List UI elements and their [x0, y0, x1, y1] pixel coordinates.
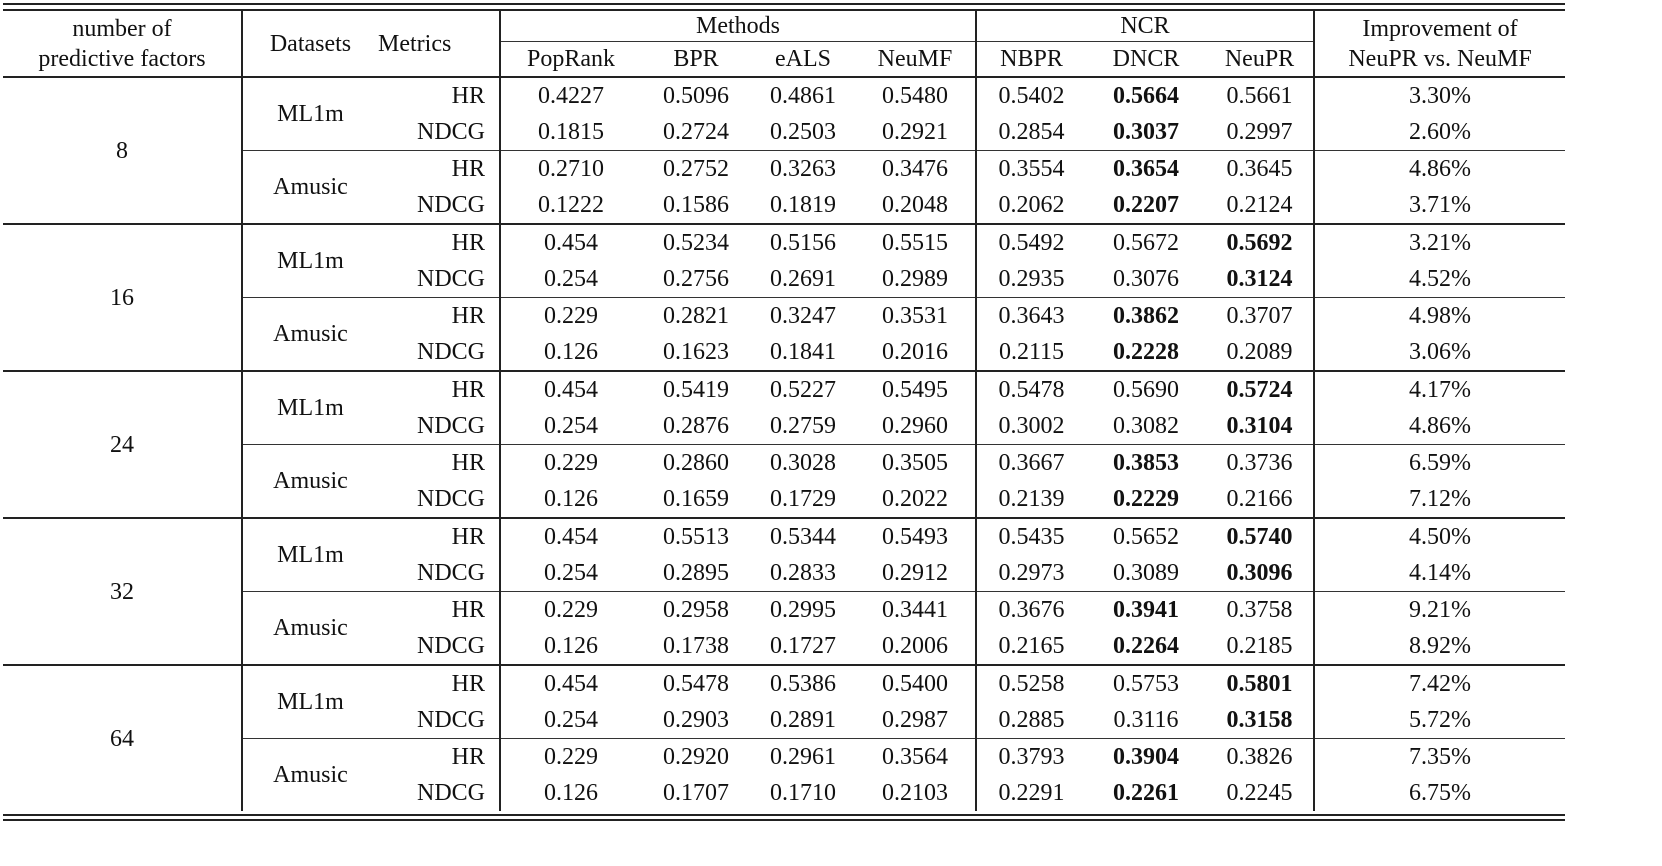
metrics-header: Metrics [378, 10, 500, 77]
value-cell: 0.126 [500, 334, 641, 371]
value-cell [1086, 298, 1206, 335]
metric-cell: HR [378, 371, 500, 408]
factor-cell: 32 [3, 518, 242, 665]
value-cell: 0.2006 [882, 633, 948, 659]
value-cell [1206, 665, 1314, 702]
metric-cell: NDCG [416, 707, 485, 733]
value-cell: 0.3082 [1113, 413, 1179, 439]
metric-cell: NDCG [416, 266, 485, 292]
value-cell: 0.1738 [663, 633, 729, 659]
value-cell [1206, 224, 1314, 261]
value-cell: 0.5753 [1086, 665, 1206, 702]
value-cell: 0.3736 [1206, 445, 1314, 482]
value-cell: 0.2903 [663, 707, 729, 733]
col-header-dncr: DNCR [1086, 42, 1206, 78]
value-cell: 0.1707 [663, 780, 729, 806]
value-cell: 0.5419 [641, 371, 751, 408]
value-cell [1206, 555, 1314, 592]
col-header-bpr: BPR [641, 42, 751, 78]
best-value: 0.5724 [1226, 377, 1293, 403]
value-cell: 0.3089 [1113, 560, 1179, 586]
dataset-cell: ML1m [242, 77, 378, 151]
best-value: 0.5801 [1226, 671, 1293, 697]
value-cell [1206, 408, 1314, 445]
metric-cell: HR [378, 518, 500, 555]
value-cell: 0.2291 [976, 775, 1086, 811]
metric-cell: HR [378, 77, 500, 114]
best-value: 0.3853 [1113, 450, 1179, 476]
improvement-cell: 4.98% [1314, 298, 1565, 335]
table-row [3, 665, 1565, 702]
results-body [3, 77, 1565, 811]
value-cell: 0.5478 [976, 371, 1086, 408]
col-header-neumf: NeuMF [855, 42, 976, 78]
value-cell: 0.2089 [1226, 339, 1293, 365]
value-cell: 0.2995 [751, 592, 855, 629]
value-cell: 0.2124 [1226, 192, 1293, 218]
value-cell: 0.2961 [751, 739, 855, 776]
value-cell: 0.5227 [751, 371, 855, 408]
metric-cell: NDCG [416, 780, 485, 806]
metric-cell: HR [378, 298, 500, 335]
improvement-cell: 4.86% [1314, 408, 1565, 445]
metric-cell: NDCG [416, 486, 485, 512]
improvement-cell: 3.21% [1314, 224, 1565, 261]
col-header-poprank: PopRank [500, 42, 641, 78]
value-cell: 0.2821 [641, 298, 751, 335]
value-cell: 0.1222 [500, 187, 641, 224]
value-cell: 0.2912 [882, 560, 948, 586]
value-cell: 0.3667 [976, 445, 1086, 482]
value-cell: 0.126 [500, 628, 641, 665]
col-header-neupr: NeuPR [1206, 42, 1314, 78]
improvement-cell: 3.06% [1314, 334, 1565, 371]
value-cell: 0.2103 [882, 780, 948, 806]
metric-cell: NDCG [416, 413, 485, 439]
value-cell: 0.3676 [976, 592, 1086, 629]
col-header-eals: eALS [751, 42, 855, 78]
value-cell: 0.3116 [1113, 707, 1179, 733]
value-cell: 0.5435 [976, 518, 1086, 555]
value-cell: 0.5690 [1086, 371, 1206, 408]
value-cell: 0.2997 [1226, 119, 1293, 145]
value-cell: 0.5492 [976, 224, 1086, 261]
value-cell: 0.2987 [882, 707, 948, 733]
value-cell: 0.5515 [855, 224, 976, 261]
ncr-group-header: NCR [976, 10, 1314, 42]
value-cell: 0.229 [500, 739, 641, 776]
datasets-header: Datasets [242, 10, 378, 77]
best-value: 0.3862 [1113, 303, 1179, 329]
value-cell [1086, 592, 1206, 629]
dataset-cell: Amusic [242, 151, 378, 225]
value-cell: 0.1819 [770, 192, 836, 218]
value-cell: 0.5156 [751, 224, 855, 261]
value-cell [1206, 261, 1314, 298]
factor-cell: 16 [3, 224, 242, 371]
dataset-cell: ML1m [242, 518, 378, 592]
value-cell: 0.5258 [976, 665, 1086, 702]
value-cell: 0.5344 [751, 518, 855, 555]
value-cell: 0.454 [500, 665, 641, 702]
value-cell: 0.229 [500, 298, 641, 335]
best-value: 0.2229 [1113, 486, 1179, 512]
dataset-cell: Amusic [242, 592, 378, 666]
value-cell: 0.2503 [770, 119, 836, 145]
value-cell: 0.3263 [751, 151, 855, 188]
value-cell [1086, 481, 1206, 518]
factor-cell: 64 [3, 665, 242, 811]
improvement-cell: 2.60% [1314, 114, 1565, 151]
value-cell: 0.3531 [855, 298, 976, 335]
value-cell: 0.5096 [641, 77, 751, 114]
best-value: 0.3037 [1113, 119, 1179, 145]
header-row-1 [3, 10, 1565, 42]
improvement-header-line2: NeuPR vs. NeuMF [1348, 45, 1532, 72]
value-cell: 0.5672 [1086, 224, 1206, 261]
metric-cell: NDCG [416, 633, 485, 659]
value-cell [1206, 371, 1314, 408]
value-cell: 0.229 [500, 592, 641, 629]
value-cell: 0.5400 [855, 665, 976, 702]
metric-cell: HR [378, 151, 500, 188]
value-cell: 0.1727 [770, 633, 836, 659]
value-cell: 0.2854 [976, 114, 1086, 151]
value-cell: 0.1710 [770, 780, 836, 806]
results-table-container [3, 3, 1565, 821]
best-value: 0.3941 [1113, 597, 1179, 623]
value-cell: 0.3826 [1206, 739, 1314, 776]
value-cell: 0.2891 [770, 707, 836, 733]
value-cell: 0.5493 [855, 518, 976, 555]
value-cell: 0.3643 [976, 298, 1086, 335]
value-cell: 0.2876 [663, 413, 729, 439]
dataset-cell: ML1m [242, 224, 378, 298]
best-value: 0.3904 [1113, 744, 1179, 770]
value-cell: 0.2016 [882, 339, 948, 365]
value-cell: 0.2139 [976, 481, 1086, 518]
value-cell: 0.2920 [641, 739, 751, 776]
value-cell: 0.254 [500, 702, 641, 739]
improvement-cell: 7.35% [1314, 739, 1565, 776]
best-value: 0.2228 [1113, 339, 1179, 365]
improvement-cell: 6.59% [1314, 445, 1565, 482]
improvement-cell: 4.17% [1314, 371, 1565, 408]
factor-cell: 8 [3, 77, 242, 224]
value-cell: 0.2973 [976, 555, 1086, 592]
metric-cell: HR [378, 445, 500, 482]
improvement-cell: 4.14% [1314, 555, 1565, 592]
methods-group-header: Methods [500, 10, 976, 42]
value-cell: 0.2115 [976, 334, 1086, 371]
value-cell: 0.229 [500, 445, 641, 482]
value-cell: 0.3076 [1113, 266, 1179, 292]
value-cell: 0.3793 [976, 739, 1086, 776]
value-cell: 0.5480 [855, 77, 976, 114]
table-row [3, 518, 1565, 555]
improvement-cell: 5.72% [1314, 702, 1565, 739]
metric-cell: HR [378, 665, 500, 702]
value-cell: 0.3645 [1206, 151, 1314, 188]
best-value: 0.3096 [1226, 560, 1293, 586]
value-cell: 0.2958 [641, 592, 751, 629]
value-cell: 0.2062 [976, 187, 1086, 224]
value-cell: 0.4861 [751, 77, 855, 114]
value-cell: 0.254 [500, 555, 641, 592]
value-cell: 0.2759 [770, 413, 836, 439]
best-value: 0.3158 [1226, 707, 1293, 733]
value-cell [1086, 77, 1206, 114]
value-cell: 0.2245 [1226, 780, 1293, 806]
improvement-cell: 7.42% [1314, 665, 1565, 702]
value-cell: 0.5513 [641, 518, 751, 555]
value-cell: 0.2860 [641, 445, 751, 482]
value-cell: 0.3554 [976, 151, 1086, 188]
value-cell: 0.1841 [770, 339, 836, 365]
value-cell: 0.1623 [663, 339, 729, 365]
value-cell: 0.1729 [770, 486, 836, 512]
best-value: 0.3104 [1226, 413, 1293, 439]
value-cell: 0.2752 [641, 151, 751, 188]
value-cell: 0.2935 [976, 261, 1086, 298]
value-cell: 0.5495 [855, 371, 976, 408]
col-header-nbpr: NBPR [976, 42, 1086, 78]
value-cell: 0.2710 [500, 151, 641, 188]
factors-header-line1: number of [72, 15, 172, 42]
dataset-cell: ML1m [242, 371, 378, 445]
value-cell: 0.254 [500, 408, 641, 445]
improvement-cell: 4.50% [1314, 518, 1565, 555]
value-cell: 0.3758 [1206, 592, 1314, 629]
metric-cell: HR [378, 592, 500, 629]
table-row [3, 371, 1565, 408]
dataset-cell: Amusic [242, 739, 378, 812]
value-cell: 0.3247 [751, 298, 855, 335]
value-cell [1086, 628, 1206, 665]
value-cell: 0.126 [500, 481, 641, 518]
best-value: 0.3124 [1226, 266, 1293, 292]
value-cell [1206, 518, 1314, 555]
value-cell: 0.2724 [663, 119, 729, 145]
value-cell [1086, 187, 1206, 224]
value-cell: 0.3564 [855, 739, 976, 776]
best-value: 0.5740 [1226, 524, 1293, 550]
value-cell: 0.2022 [882, 486, 948, 512]
metric-cell: NDCG [416, 119, 485, 145]
value-cell: 0.3002 [976, 408, 1086, 445]
metric-cell: HR [378, 224, 500, 261]
factor-cell: 24 [3, 371, 242, 518]
value-cell: 0.5652 [1086, 518, 1206, 555]
value-cell: 0.454 [500, 371, 641, 408]
bottom-rule-2 [3, 819, 1565, 821]
value-cell: 0.2960 [882, 413, 948, 439]
metric-cell: NDCG [416, 192, 485, 218]
value-cell [1206, 702, 1314, 739]
value-cell: 0.1586 [663, 192, 729, 218]
improvement-cell: 8.92% [1314, 628, 1565, 665]
metric-cell: NDCG [416, 339, 485, 365]
value-cell: 0.2921 [882, 119, 948, 145]
improvement-header-line1: Improvement of [1362, 15, 1518, 42]
value-cell: 0.2165 [976, 628, 1086, 665]
improvement-cell: 6.75% [1314, 775, 1565, 811]
improvement-header [1314, 10, 1565, 77]
value-cell [1086, 334, 1206, 371]
improvement-cell: 3.71% [1314, 187, 1565, 224]
value-cell: 0.2885 [976, 702, 1086, 739]
value-cell: 0.2833 [770, 560, 836, 586]
best-value: 0.5692 [1226, 230, 1293, 256]
value-cell: 0.2895 [663, 560, 729, 586]
best-value: 0.3654 [1113, 156, 1179, 182]
factors-header [3, 10, 242, 77]
value-cell [1086, 445, 1206, 482]
value-cell [1086, 114, 1206, 151]
metric-cell: HR [378, 739, 500, 776]
best-value: 0.2207 [1113, 192, 1179, 218]
dataset-cell: Amusic [242, 298, 378, 372]
value-cell: 0.5402 [976, 77, 1086, 114]
value-cell: 0.5661 [1206, 77, 1314, 114]
improvement-cell: 7.12% [1314, 481, 1565, 518]
value-cell: 0.2756 [663, 266, 729, 292]
table-row [3, 77, 1565, 114]
metric-cell: NDCG [416, 560, 485, 586]
value-cell: 0.1815 [500, 114, 641, 151]
value-cell: 0.3505 [855, 445, 976, 482]
value-cell [1086, 775, 1206, 811]
value-cell: 0.3028 [751, 445, 855, 482]
value-cell: 0.2691 [770, 266, 836, 292]
dataset-cell: Amusic [242, 445, 378, 519]
value-cell: 0.2048 [882, 192, 948, 218]
value-cell: 0.3707 [1206, 298, 1314, 335]
value-cell: 0.454 [500, 224, 641, 261]
factors-header-line2: predictive factors [38, 45, 206, 72]
best-value: 0.5664 [1113, 83, 1179, 109]
value-cell: 0.3441 [855, 592, 976, 629]
improvement-cell: 9.21% [1314, 592, 1565, 629]
value-cell: 0.126 [500, 775, 641, 811]
improvement-cell: 3.30% [1314, 77, 1565, 114]
value-cell: 0.5234 [641, 224, 751, 261]
dataset-cell: ML1m [242, 665, 378, 739]
value-cell [1086, 739, 1206, 776]
value-cell: 0.3476 [855, 151, 976, 188]
value-cell: 0.254 [500, 261, 641, 298]
value-cell: 0.2166 [1226, 486, 1293, 512]
value-cell: 0.2185 [1226, 633, 1293, 659]
value-cell: 0.5478 [641, 665, 751, 702]
results-table [3, 9, 1565, 811]
improvement-cell: 4.52% [1314, 261, 1565, 298]
value-cell [1086, 151, 1206, 188]
table-row [3, 224, 1565, 261]
value-cell: 0.454 [500, 518, 641, 555]
value-cell: 0.2989 [882, 266, 948, 292]
best-value: 0.2264 [1113, 633, 1179, 659]
value-cell: 0.1659 [663, 486, 729, 512]
improvement-cell: 4.86% [1314, 151, 1565, 188]
value-cell: 0.5386 [751, 665, 855, 702]
best-value: 0.2261 [1113, 780, 1179, 806]
value-cell: 0.4227 [500, 77, 641, 114]
